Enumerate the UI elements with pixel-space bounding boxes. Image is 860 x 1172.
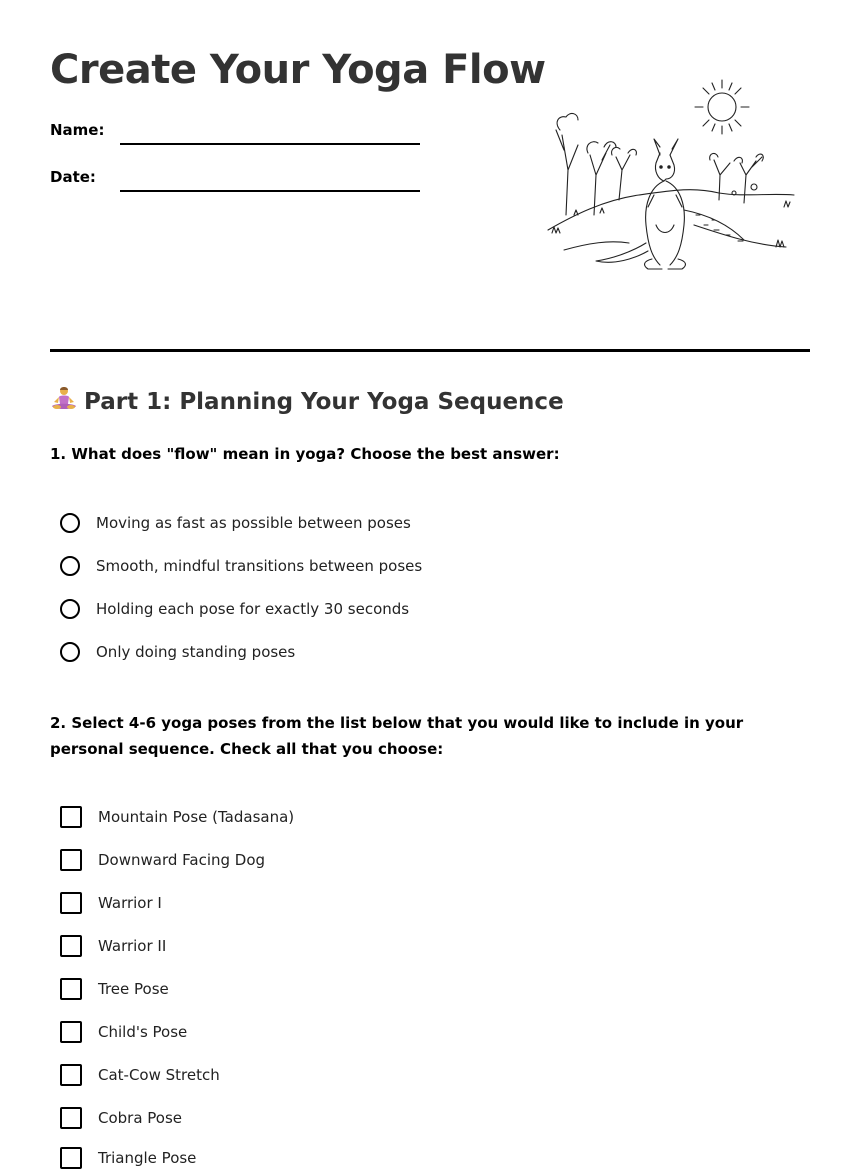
- sun-icon: [695, 80, 749, 134]
- option-label: Holding each pose for exactly 30 seconds: [96, 600, 410, 618]
- checkbox[interactable]: [60, 1021, 82, 1043]
- date-label: Date:: [50, 168, 96, 186]
- person-in-lotus-position-icon: [50, 386, 78, 412]
- q2-option-childs-pose[interactable]: [60, 1018, 660, 1046]
- checkbox[interactable]: [60, 978, 82, 1000]
- radio-button[interactable]: [60, 642, 80, 662]
- kangaroo-landscape-illustration: [544, 75, 800, 275]
- question-2-text: 2. Select 4-6 yoga poses from the list below that you would like to include in your personal sequence. Check all that you choose:: [50, 714, 744, 758]
- name-label: Name:: [50, 121, 105, 139]
- kangaroo-icon: [596, 139, 685, 269]
- option-label: Cobra Pose: [98, 1109, 183, 1127]
- q2-option-warrior-1[interactable]: [60, 889, 660, 917]
- checkbox[interactable]: [60, 1064, 82, 1086]
- q1-option-1[interactable]: [60, 509, 660, 537]
- worksheet-title: Create Your Yoga Flow: [50, 47, 546, 93]
- date-field: [50, 163, 420, 193]
- checkbox[interactable]: [60, 1147, 82, 1169]
- q2-option-tree-pose[interactable]: [60, 975, 660, 1003]
- q2-option-downward-dog[interactable]: [60, 846, 660, 874]
- name-line[interactable]: [120, 143, 420, 145]
- option-label: Tree Pose: [98, 980, 169, 998]
- option-label: Mountain Pose (Tadasana): [98, 808, 295, 826]
- option-label: Warrior I: [98, 894, 162, 912]
- radio-button[interactable]: [60, 599, 80, 619]
- option-label: Smooth, mindful transitions between poses: [96, 557, 423, 575]
- q1-option-3[interactable]: [60, 595, 660, 623]
- checkbox[interactable]: [60, 806, 82, 828]
- radio-button[interactable]: [60, 513, 80, 533]
- radio-button[interactable]: [60, 556, 80, 576]
- date-line[interactable]: [120, 190, 420, 192]
- option-label: Moving as fast as possible between poses: [96, 514, 411, 532]
- question-1-text: 1. What does "flow" mean in yoga? Choose the best answer:: [50, 445, 560, 463]
- option-label: Triangle Pose: [98, 1149, 197, 1167]
- q2-option-cat-cow[interactable]: [60, 1061, 660, 1089]
- q2-option-triangle-pose[interactable]: [60, 1144, 660, 1172]
- option-label: Warrior II: [98, 937, 167, 955]
- q1-option-4[interactable]: [60, 638, 660, 666]
- name-field: [50, 116, 420, 146]
- part1-title: Part 1: Planning Your Yoga Sequence: [84, 389, 564, 415]
- option-label: Only doing standing poses: [96, 643, 296, 661]
- worksheet-header: [50, 0, 810, 415]
- q2-option-warrior-2[interactable]: [60, 932, 660, 960]
- option-label: Downward Facing Dog: [98, 851, 266, 869]
- worksheet-page: [50, 0, 810, 1167]
- part1-heading: [50, 386, 564, 415]
- checkbox[interactable]: [60, 849, 82, 871]
- q1-option-2[interactable]: [60, 552, 660, 580]
- q2-option-mountain-pose[interactable]: [60, 803, 660, 831]
- checkbox[interactable]: [60, 892, 82, 914]
- q2-option-cobra-pose[interactable]: [60, 1104, 660, 1132]
- option-label: Child's Pose: [98, 1023, 188, 1041]
- header-divider: [50, 349, 810, 352]
- checkbox[interactable]: [60, 1107, 82, 1129]
- checkbox[interactable]: [60, 935, 82, 957]
- option-label: Cat-Cow Stretch: [98, 1066, 220, 1084]
